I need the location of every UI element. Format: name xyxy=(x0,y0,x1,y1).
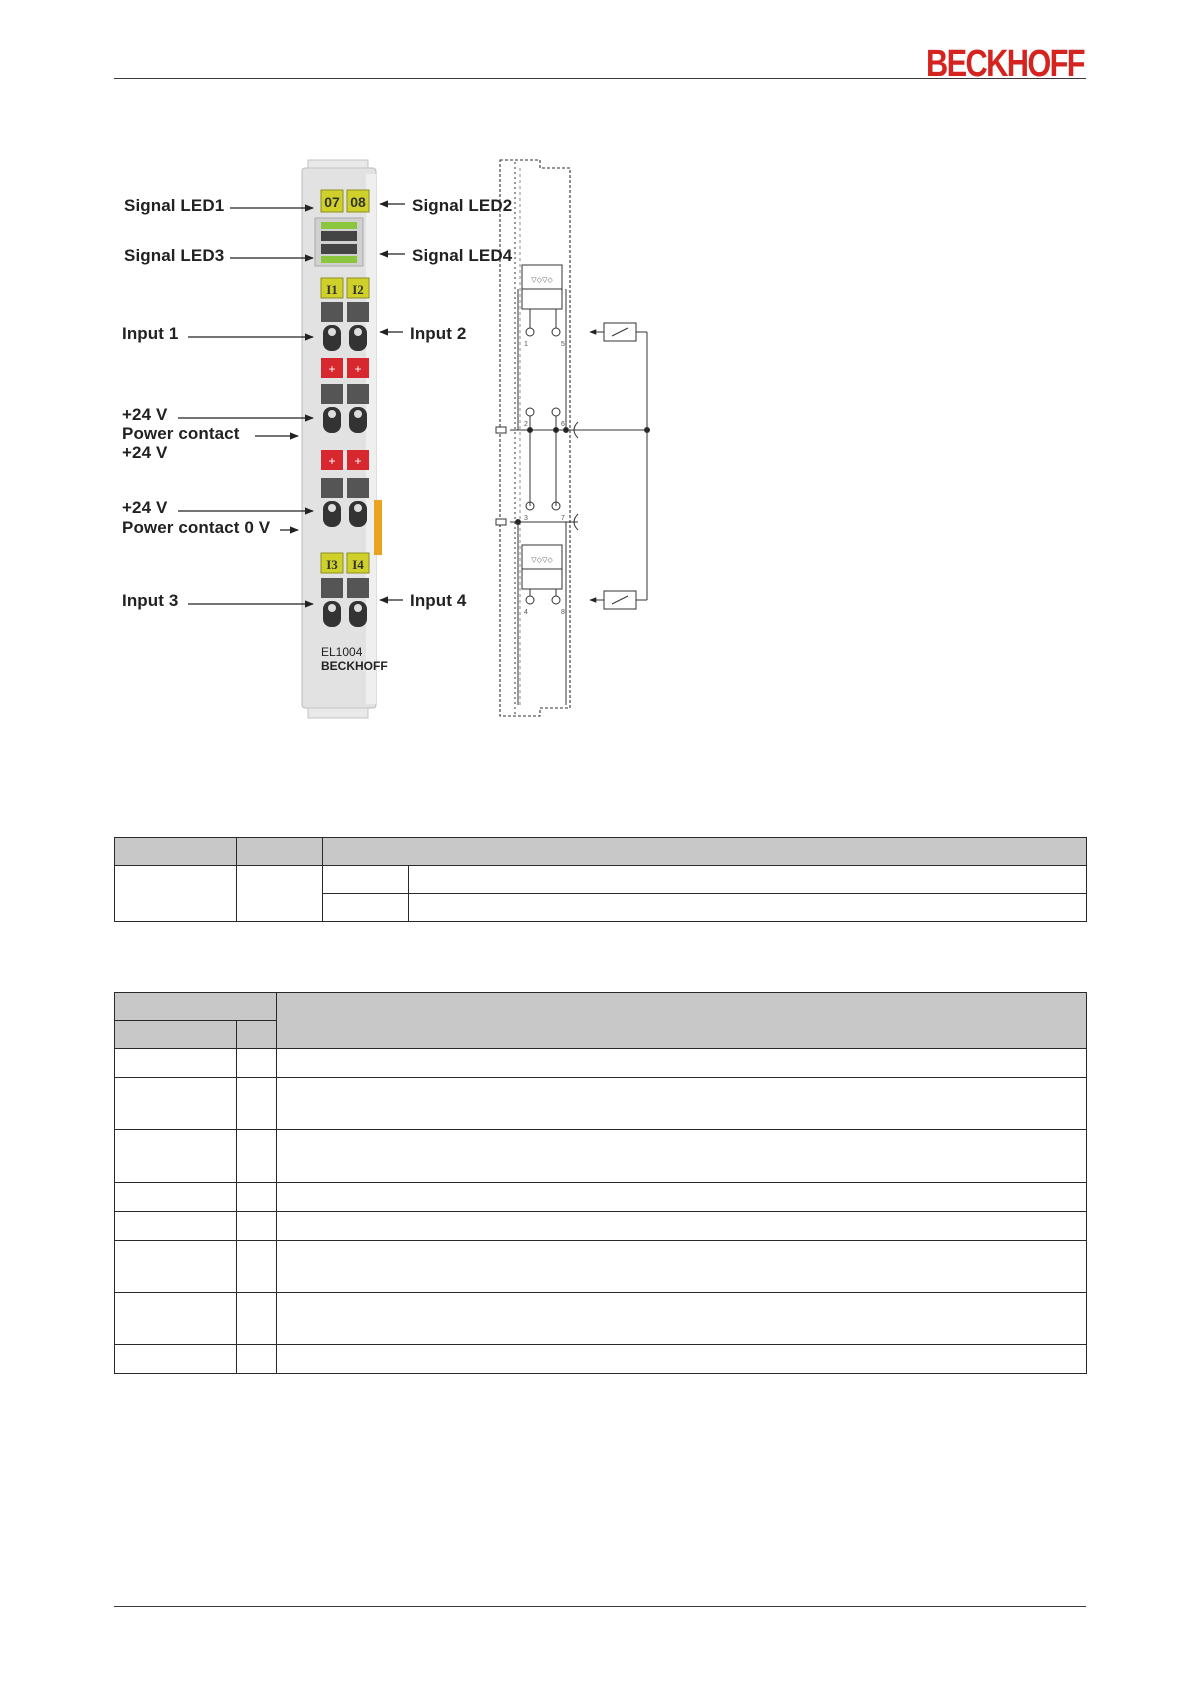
table-row xyxy=(115,1241,1087,1293)
callout-input1: Input 1 xyxy=(122,324,179,343)
callout-power-contact-0: Power contact 0 V xyxy=(122,518,271,537)
led-table xyxy=(114,837,1087,922)
table-cell xyxy=(409,866,1087,894)
callout-input3: Input 3 xyxy=(122,591,179,610)
table-cell xyxy=(237,866,323,922)
channel-label-i2-text: I2 xyxy=(352,282,364,297)
svg-text:7: 7 xyxy=(561,515,565,522)
terminal-brand: BECKHOFF xyxy=(321,659,388,673)
table-row xyxy=(115,866,1087,894)
svg-text:+: + xyxy=(354,454,362,468)
svg-text:8: 8 xyxy=(561,609,565,616)
callout-power-contact-24: Power contact xyxy=(122,424,240,443)
table-cell xyxy=(409,894,1087,922)
svg-text:6: 6 xyxy=(561,421,565,428)
svg-text:+: + xyxy=(328,454,336,468)
led-table-header xyxy=(115,838,1087,866)
table-cell xyxy=(323,866,409,894)
led-label-08-text: 08 xyxy=(350,194,366,210)
header-rule xyxy=(114,78,1086,79)
callout-signal-led4: Signal LED4 xyxy=(412,246,513,265)
table-row xyxy=(115,1183,1087,1212)
callout-plus24-a: +24 V xyxy=(122,405,168,424)
table-row xyxy=(115,1212,1087,1241)
channel-label-i4-text: I4 xyxy=(352,557,364,572)
svg-text:BECKHOFF: BECKHOFF xyxy=(926,43,1085,85)
svg-text:▽◇▽◇: ▽◇▽◇ xyxy=(531,277,553,284)
svg-text:2: 2 xyxy=(524,421,528,428)
svg-text:5: 5 xyxy=(561,341,565,348)
callout-plus24-c: +24 V xyxy=(122,498,168,517)
led-label-07-text: 07 xyxy=(324,194,340,210)
table-row xyxy=(115,1293,1087,1345)
svg-text:3: 3 xyxy=(524,515,528,522)
svg-text:4: 4 xyxy=(524,609,528,616)
led-table-header-cell xyxy=(115,838,237,866)
svg-text:+: + xyxy=(328,362,336,376)
callout-signal-led2: Signal LED2 xyxy=(412,196,513,215)
table-cell xyxy=(115,866,237,922)
table-cell xyxy=(323,894,409,922)
wiring-diagram xyxy=(496,160,650,716)
contact-table-header-cell xyxy=(237,1021,277,1049)
terminal-model: EL1004 xyxy=(321,645,363,659)
led-table-header-cell xyxy=(323,838,1087,866)
callout-input2: Input 2 xyxy=(410,324,467,343)
callout-input4: Input 4 xyxy=(410,591,467,610)
channel-label-i3-text: I3 xyxy=(326,557,338,572)
table-row xyxy=(115,1130,1087,1183)
contact-table-header-cell xyxy=(115,1021,237,1049)
svg-text:+: + xyxy=(354,362,362,376)
contact-assignment-table xyxy=(114,992,1087,1374)
led-table-header-cell xyxy=(237,838,323,866)
contact-table-header-cell xyxy=(277,993,1087,1049)
svg-text:1: 1 xyxy=(524,341,528,348)
channel-label-i1-text: I1 xyxy=(326,282,338,297)
contact-table-header xyxy=(115,993,1087,1021)
table-row xyxy=(115,1078,1087,1130)
terminal-figure xyxy=(110,160,730,720)
beckhoff-logo xyxy=(926,42,1086,85)
table-row xyxy=(115,1345,1087,1374)
led-window xyxy=(315,218,363,266)
callout-signal-led3: Signal LED3 xyxy=(124,246,225,265)
contact-table-header-cell xyxy=(115,993,277,1021)
footer-rule xyxy=(114,1606,1086,1607)
callout-signal-led1: Signal LED1 xyxy=(124,196,225,215)
table-row xyxy=(115,1049,1087,1078)
callout-plus24-b: +24 V xyxy=(122,443,168,462)
svg-text:▽◇▽◇: ▽◇▽◇ xyxy=(531,557,553,564)
